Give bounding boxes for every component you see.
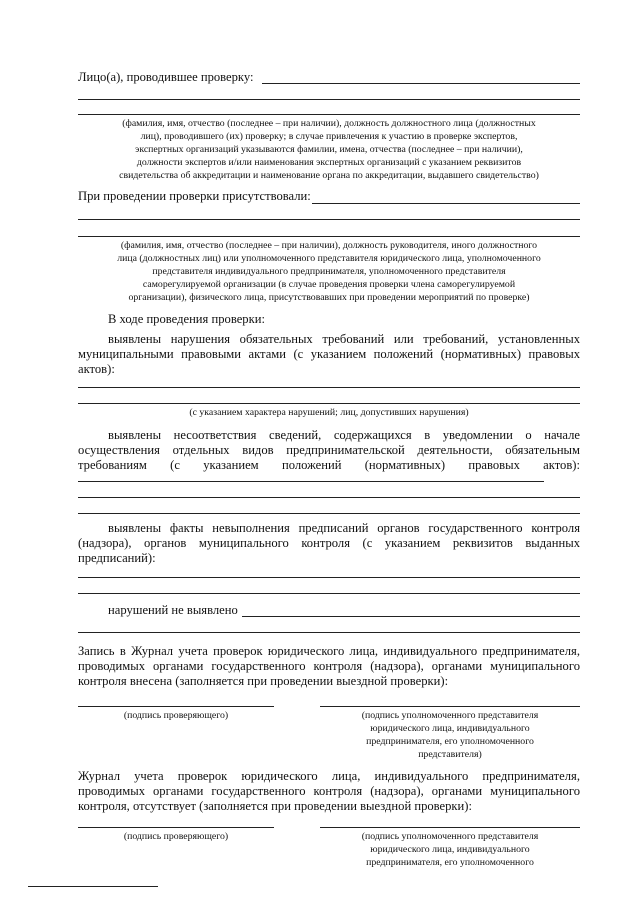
none-line[interactable] <box>242 616 580 617</box>
journal-absent-sign-line-right[interactable] <box>320 827 580 828</box>
journal-absent-sig-left: (подпись проверяющего) <box>123 831 229 842</box>
mismatch-line-2[interactable] <box>78 497 580 498</box>
journal-entry-sign-line-left[interactable] <box>78 706 274 707</box>
none-line-2[interactable] <box>78 632 580 633</box>
inspector-label: Лицо(а), проводившее проверку: <box>78 70 254 84</box>
violations-line-2[interactable] <box>78 403 580 404</box>
inspector-line-1[interactable] <box>262 83 580 84</box>
present-label: При проведении проверки присутствовали: <box>78 189 311 203</box>
inspector-line-3[interactable] <box>78 114 580 115</box>
present-line-3[interactable] <box>78 236 580 237</box>
present-line-1[interactable] <box>312 203 580 204</box>
journal-absent-text: Журнал учета проверок юридического лица, индивидуального предпринимателя, проводимых органами государственного контроля (надзора), органами муниципального контроля, отсутствует (заполняется при проведении выездной проверки): <box>78 769 580 813</box>
failures-text: выявлены факты невыполнения предписаний органов государственного контроля (надзора), органов муниципального контроля (с указанием реквизитов выданных предписаний): <box>78 521 580 565</box>
mismatch-text: выявлены несоответствия сведений, содержащихся в уведомлении о начале осуществления отдельных видов предпринимательской деятельности, обязательным требованиям (с указанием положений (нормативных) правовых актов): <box>78 428 580 472</box>
inspector-line-2[interactable] <box>78 99 580 100</box>
violations-line-1[interactable] <box>78 387 580 388</box>
present-line-2[interactable] <box>78 219 580 220</box>
journal-absent-sig-right: (подпись уполномоченного представителя юридического лица, индивидуального предпринимателя, его уполномоченного <box>361 831 539 868</box>
violations-caption: (с указанием характера нарушений; лиц, допустивших нарушения) <box>189 407 469 418</box>
journal-entry-text: Запись в Журнал учета проверок юридического лица, индивидуального предпринимателя, проводимых органами государственного контроля (надзора), органами муниципального контроля внесена (заполняется при проведении выездной проверки): <box>78 644 580 688</box>
footnote-separator <box>28 886 158 887</box>
journal-entry-sig-right: (подпись уполномоченного представителя юридического лица, индивидуального предпринимателя, его уполномоченного представителя) <box>361 710 539 760</box>
failures-line-1[interactable] <box>78 577 580 578</box>
mismatch-line-3[interactable] <box>78 513 580 514</box>
inspector-caption: (фамилия, имя, отчество (последнее – при наличии), должность должностного лица (должностных лиц), проводившего (их) проверку; в случае привлечения к участию в проверке экспертов, экспертных организаций указываются фамилии, имена, отчества (последнее – при наличии), должности экспертов и/или наименования экспертных организаций с указанием реквизитов свидетельства об аккредитации и наименование органа по аккредитации, выдавшего свидетельство) <box>119 118 539 181</box>
mismatch-line-1[interactable] <box>78 481 544 482</box>
violations-text: выявлены нарушения обязательных требований или требований, установленных муниципальными правовыми актами (с указанием положений (нормативных) правовых актов): <box>78 332 580 376</box>
failures-line-2[interactable] <box>78 593 580 594</box>
present-caption: (фамилия, имя, отчество (последнее – при наличии), должность руководителя, иного должностного лица (должностных лиц) или уполномоченного представителя юридического лица, уполномоченного представителя индивидуального предпринимателя, уполномоченного представителя саморегулируемой организации (в случае проведения проверки члена саморегулируемой организации), физического лица, присутствовавших при проведении мероприятий по проверке) <box>117 240 541 303</box>
journal-entry-sig-left: (подпись проверяющего) <box>123 710 229 721</box>
journal-entry-sign-line-right[interactable] <box>320 706 580 707</box>
journal-absent-sign-line-left[interactable] <box>78 827 274 828</box>
during-heading: В ходе проведения проверки: <box>108 312 265 326</box>
none-label: нарушений не выявлено <box>108 603 238 617</box>
